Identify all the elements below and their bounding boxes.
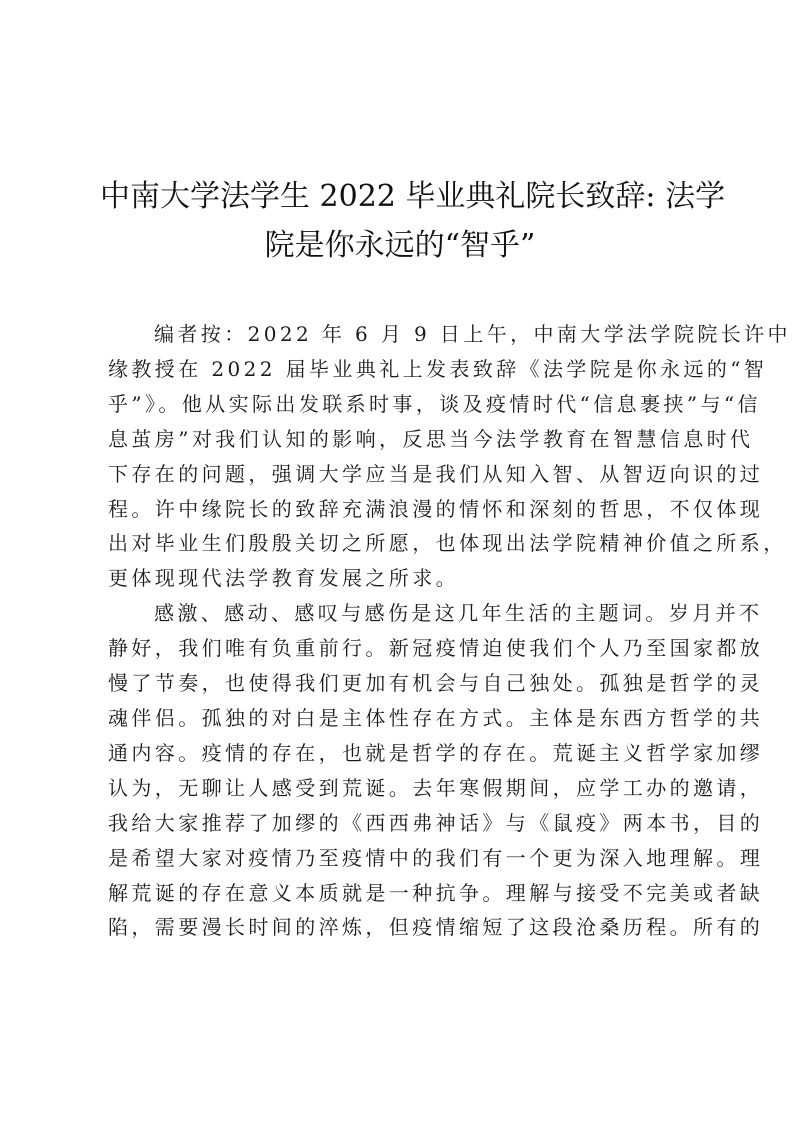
text-line: 程。许中缘院长的致辞充满浪漫的情怀和深刻的哲思，不仅体现 — [108, 496, 764, 521]
document-title — [100, 172, 726, 270]
text-line: 出对毕业生们殷殷关切之所愿，也体现出法学院精神价值之所系， — [108, 531, 787, 556]
editor-note-paragraph — [108, 317, 791, 596]
document-body — [108, 317, 791, 945]
text-line: 感激、感动、感叹与感伤是这几年生活的主题词。岁月并不 — [154, 601, 763, 626]
speech-paragraph — [108, 596, 764, 945]
text-line: 解荒诞的存在意义本质就是一种抗争。理解与接受不完美或者缺 — [108, 880, 764, 905]
text-line: 慢了节奏，也使得我们更加有机会与自己独处。孤独是哲学的灵 — [108, 671, 764, 696]
text-line: 认为，无聊让人感受到荒诞。去年寒假期间，应学工办的邀请， — [108, 775, 764, 800]
text-line: 乎”》。他从实际出发联系时事，谈及疫情时代“信息裹挟”与“信 — [108, 391, 761, 416]
text-line: 静好，我们唯有负重前行。新冠疫情迫使我们个人乃至国家都放 — [108, 636, 764, 661]
text-line: 通内容。疫情的存在，也就是哲学的存在。荒诞主义哲学家加缪 — [108, 740, 764, 765]
text-line: 下存在的问题，强调大学应当是我们从知入智、从智迈向识的过 — [108, 461, 764, 486]
text-line: 息茧房”对我们认知的影响，反思当今法学教育在智慧信息时代 — [108, 426, 754, 451]
text-line: 缘教授在 2022 届毕业典礼上发表致辞《法学院是你永远的“智 — [108, 356, 768, 381]
text-line: 魂伴侣。孤独的对白是主体性存在方式。主体是东西方哲学的共 — [108, 705, 764, 730]
title-line-2: 院是你永远的“智乎” — [264, 228, 536, 263]
text-line: 陷，需要漫长时间的淬炼，但疫情缩短了这段沧桑历程。所有的 — [108, 915, 764, 940]
text-line: 我给大家推荐了加缪的《西西弗神话》与《鼠疫》两本书，目的 — [108, 810, 764, 835]
text-line: 是希望大家对疫情乃至疫情中的我们有一个更为深入地理解。理 — [108, 845, 764, 870]
title-line-1: 中南大学法学生 2022 毕业典礼院长致辞: 法学 — [100, 179, 726, 214]
text-line: 编者按：2022 年 6 月 9 日上午，中南大学法学院院长许中 — [154, 322, 791, 346]
text-line: 更体现现代法学教育发展之所求。 — [108, 566, 459, 591]
